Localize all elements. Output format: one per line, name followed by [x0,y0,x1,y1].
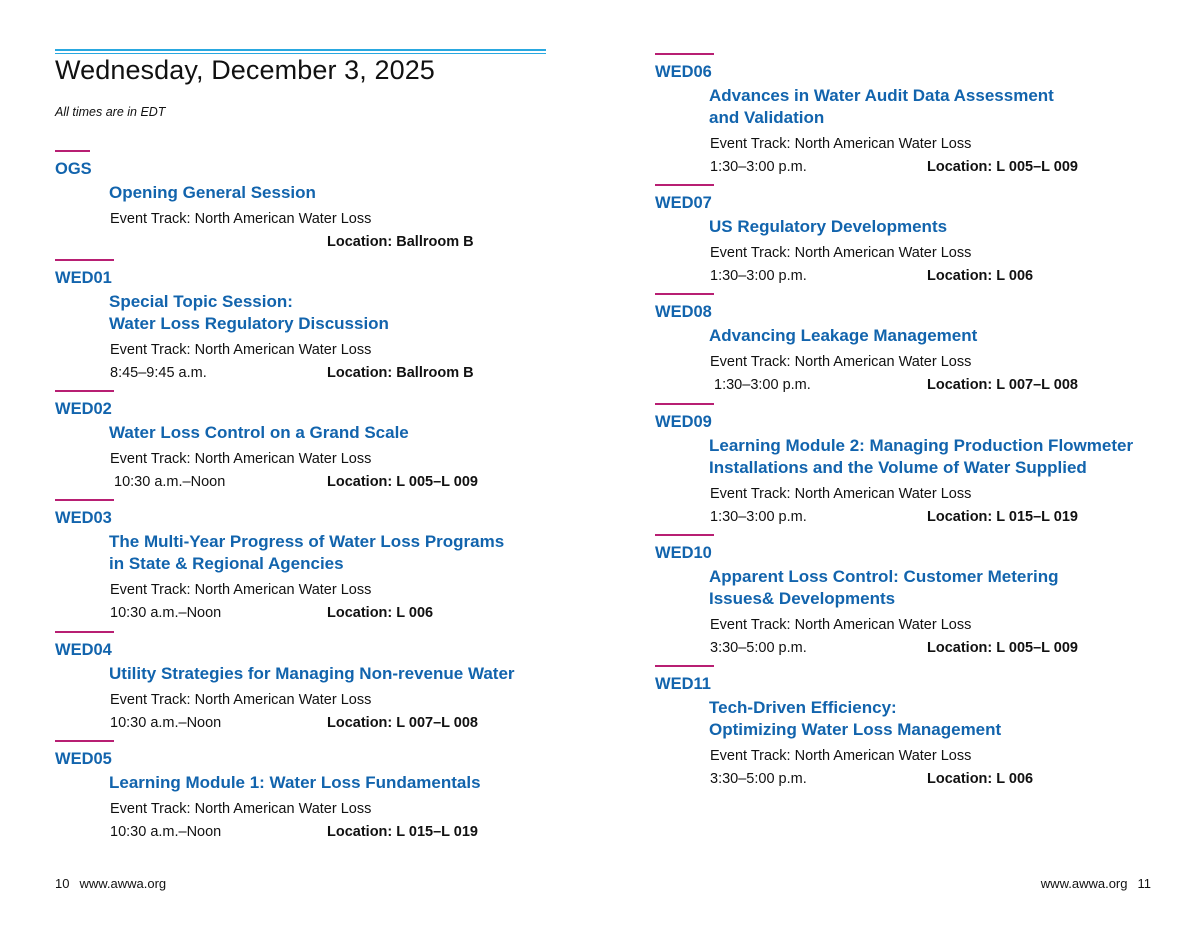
session-title-line: Opening General Session [109,183,316,202]
session-time: 3:30–5:00 p.m. [710,640,807,656]
session-title [109,182,547,204]
footer-left [55,876,166,891]
session-block [655,184,1155,285]
session-title [109,772,547,794]
session-location: Location: Ballroom B [327,365,474,381]
session-track: Event Track: North American Water Loss [110,211,372,227]
session-time: 10:30 a.m.–Noon [110,474,226,490]
session-track: Event Track: North American Water Loss [710,748,972,764]
session-location: Location: L 005–L 009 [927,159,1078,175]
session-location: Location: L 005–L 009 [927,640,1078,656]
session-block [55,740,547,841]
session-meta [710,268,1155,285]
session-meta [710,509,1155,526]
session-title-line: Optimizing Water Loss Management [709,720,1002,739]
session-block [655,293,1155,394]
footer-right [1041,876,1151,891]
session-code: WED09 [655,413,712,431]
session-rule [55,150,90,152]
session-code: OGS [55,160,92,178]
session-title-line: and Validation [709,108,825,127]
footer-url-right[interactable]: www.awwa.org [1040,876,1128,891]
session-title-line: Apparent Loss Control: Customer Metering [709,567,1059,586]
session-track: Event Track: North American Water Loss [710,617,972,633]
session-location: Location: L 006 [927,771,1034,787]
session-location: Location: L 015–L 019 [927,509,1078,525]
session-title-line: Utility Strategies for Managing Non-revenue Water [109,664,515,683]
session-code: WED08 [655,303,712,321]
timezone-note: All times are in EDT [55,105,166,119]
session-rule [655,403,714,405]
session-title-line: Water Loss Regulatory Discussion [109,314,389,333]
session-block [55,499,547,622]
session-meta [110,365,547,382]
session-time: 1:30–3:00 p.m. [710,377,811,393]
session-block [55,631,547,732]
session-code: WED02 [55,400,112,418]
session-rule [55,740,114,742]
session-time: 1:30–3:00 p.m. [710,159,807,175]
page-number-left: 10 [55,876,70,891]
session-title-line: Learning Module 2: Managing Production Flowmeter [709,436,1134,455]
session-code: WED01 [55,269,112,287]
session-code: WED05 [55,750,112,768]
session-title-line: US Regulatory Developments [709,217,948,236]
session-block [655,53,1155,176]
session-track: Event Track: North American Water Loss [110,692,372,708]
session-location: Location: L 006 [927,268,1034,284]
session-block [655,403,1155,526]
session-title-line: Special Topic Session: [109,292,293,311]
session-meta [710,640,1155,657]
session-block [55,390,547,491]
session-location: Location: L 006 [327,605,434,621]
session-meta [710,377,1155,394]
session-meta [110,715,547,732]
session-block [55,150,547,251]
session-track: Event Track: North American Water Loss [110,451,372,467]
session-title-line: Issues& Developments [709,589,896,608]
session-track: Event Track: North American Water Loss [110,582,372,598]
session-title [709,216,1155,238]
session-meta [110,474,547,491]
session-track: Event Track: North American Water Loss [710,136,972,152]
session-rule [655,293,714,295]
session-title [709,325,1155,347]
session-title-line: Water Loss Control on a Grand Scale [109,423,409,442]
session-code: WED10 [655,544,712,562]
session-time: 3:30–5:00 p.m. [710,771,807,787]
session-title [109,531,547,575]
session-meta [110,234,547,251]
session-time: 10:30 a.m.–Noon [110,824,222,840]
session-title [109,422,547,444]
session-rule [55,631,114,633]
session-location: Location: L 007–L 008 [327,715,478,731]
session-track: Event Track: North American Water Loss [110,342,372,358]
session-rule [655,665,714,667]
session-title-line: Tech-Driven Efficiency: [709,698,897,717]
session-title [109,663,547,685]
session-track: Event Track: North American Water Loss [710,245,972,261]
session-track: Event Track: North American Water Loss [710,486,972,502]
session-code: WED06 [655,63,712,81]
session-code: WED11 [655,675,711,693]
session-block [655,665,1155,788]
session-title-line: Installations and the Volume of Water Supplied [709,458,1087,477]
session-time: 1:30–3:00 p.m. [710,268,807,284]
session-time: 1:30–3:00 p.m. [710,509,807,525]
session-location: Location: Ballroom B [327,234,474,250]
session-rule [55,390,114,392]
session-time: 10:30 a.m.–Noon [110,715,222,731]
session-meta [110,824,547,841]
session-title-line: Learning Module 1: Water Loss Fundamentals [109,773,481,792]
session-title-line: Advances in Water Audit Data Assessment [709,86,1054,105]
session-title [709,697,1155,741]
footer-url-left[interactable]: www.awwa.org [79,876,167,891]
session-location: Location: L 007–L 008 [927,377,1078,393]
session-rule [655,184,714,186]
session-meta [110,605,547,622]
session-title-line: in State & Regional Agencies [109,554,344,573]
session-time: 8:45–9:45 a.m. [110,365,207,381]
session-time: 10:30 a.m.–Noon [110,605,222,621]
session-block [55,259,547,382]
session-rule [655,534,714,536]
page-number-right: 11 [1137,876,1151,891]
session-track: Event Track: North American Water Loss [710,354,972,370]
session-code: WED07 [655,194,712,212]
session-location: Location: L 015–L 019 [327,824,478,840]
session-block [655,534,1155,657]
session-code: WED04 [55,641,112,659]
session-code: WED03 [55,509,112,527]
session-title [109,291,547,335]
session-title-line: Advancing Leakage Management [709,326,978,345]
session-title [709,566,1155,610]
session-title [709,435,1155,479]
session-rule [655,53,714,55]
session-title [709,85,1155,129]
session-title-line: The Multi-Year Progress of Water Loss Programs [109,532,505,551]
session-rule [55,499,114,501]
session-location: Location: L 005–L 009 [327,474,478,490]
page-title: Wednesday, December 3, 2025 [55,55,435,85]
session-meta [710,771,1155,788]
session-track: Event Track: North American Water Loss [110,801,372,817]
session-rule [55,259,114,261]
session-meta [710,159,1155,176]
